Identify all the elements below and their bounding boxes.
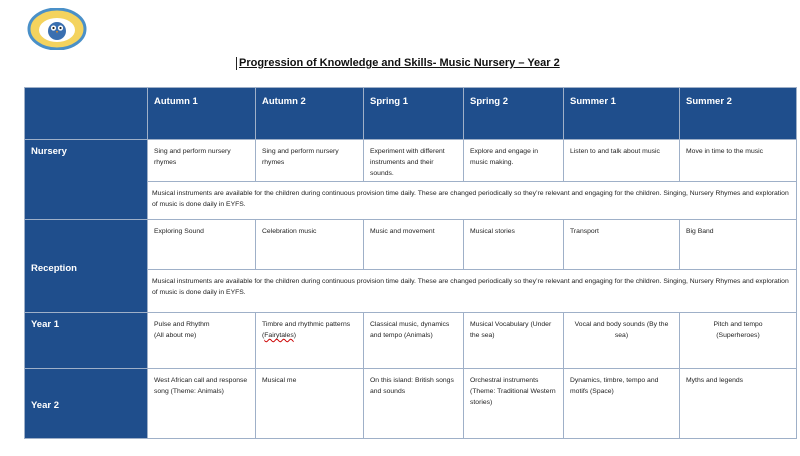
year1-autumn-2-c: ) (293, 332, 296, 339)
year1-autumn-1 (148, 313, 256, 369)
year2-summer-1: Dynamics, timbre, tempo and motifs (Space) (564, 369, 680, 439)
reception-summer-2: Big Band (680, 220, 797, 270)
year1-autumn-2-a: Timbre and rhythmic patterns ( (262, 321, 351, 339)
col-summer-1: Summer 1 (564, 88, 680, 140)
school-logo (27, 8, 87, 50)
col-summer-2: Summer 2 (680, 88, 797, 140)
year1-row (25, 313, 797, 369)
corner-cell (25, 88, 148, 140)
year2-spring-1: On this island: British songs and sounds (364, 369, 464, 439)
year1-autumn-1-line1: Pulse and Rhythm (154, 321, 210, 328)
nursery-summer-2: Move in time to the music (680, 140, 797, 182)
reception-spring-1: Music and movement (364, 220, 464, 270)
col-spring-1: Spring 1 (364, 88, 464, 140)
year1-autumn-2 (256, 313, 364, 369)
year1-autumn-2-b: Fairytales (264, 332, 294, 339)
reception-spring-2: Musical stories (464, 220, 564, 270)
nursery-autumn-2: Sing and perform nursery rhymes (256, 140, 364, 182)
year1-summer-2 (680, 313, 797, 369)
progression-table (24, 87, 797, 439)
page-title: Progression of Knowledge and Skills- Music Nursery – Year 2 (236, 57, 560, 70)
year2-autumn-1: West African call and response song (Theme: Animals) (148, 369, 256, 439)
year1-summer-2-line2: (Superheroes) (716, 332, 760, 339)
reception-autumn-2: Celebration music (256, 220, 364, 270)
reception-autumn-1: Exploring Sound (148, 220, 256, 270)
year2-row (25, 369, 797, 439)
col-spring-2: Spring 2 (464, 88, 564, 140)
reception-summer-1: Transport (564, 220, 680, 270)
year1-spring-2: Musical Vocabulary (Under the sea) (464, 313, 564, 369)
year2-spring-2: Orchestral instruments (Theme: Traditional Western stories) (464, 369, 564, 439)
reception-row (25, 220, 797, 270)
year2-autumn-2: Musical me (256, 369, 364, 439)
year1-summer-1: Vocal and body sounds (By the sea) (564, 313, 680, 369)
year1-spring-1: Classical music, dynamics and tempo (Animals) (364, 313, 464, 369)
row-label-year1: Year 1 (25, 313, 148, 369)
nursery-row (25, 140, 797, 182)
year1-autumn-1-line2: (All about me) (154, 332, 197, 339)
reception-note: Musical instruments are available for the children during continuous provision time daily. These are changed periodically so they’re relevant and engaging for the children. Singing, Nursery Rhymes and exploration of music is done daily in EYFS. (148, 270, 797, 313)
row-label-nursery: Nursery (25, 140, 148, 220)
year1-summer-2-line1: Pitch and tempo (713, 321, 763, 328)
nursery-summer-1: Listen to and talk about music (564, 140, 680, 182)
nursery-spring-2: Explore and engage in music making. (464, 140, 564, 182)
col-autumn-2: Autumn 2 (256, 88, 364, 140)
row-label-year2: Year 2 (25, 369, 148, 439)
row-label-reception: Reception (25, 220, 148, 313)
year2-summer-2: Myths and legends (680, 369, 797, 439)
nursery-spring-1: Experiment with different instruments and their sounds. (364, 140, 464, 182)
nursery-autumn-1: Sing and perform nursery rhymes (148, 140, 256, 182)
col-autumn-1: Autumn 1 (148, 88, 256, 140)
nursery-note: Musical instruments are available for the children during continuous provision time daily. These are changed periodically so they’re relevant and engaging for the children. Singing, Nursery Rhymes and exploration of music is done daily in EYFS. (148, 182, 797, 220)
header-row (25, 88, 797, 140)
